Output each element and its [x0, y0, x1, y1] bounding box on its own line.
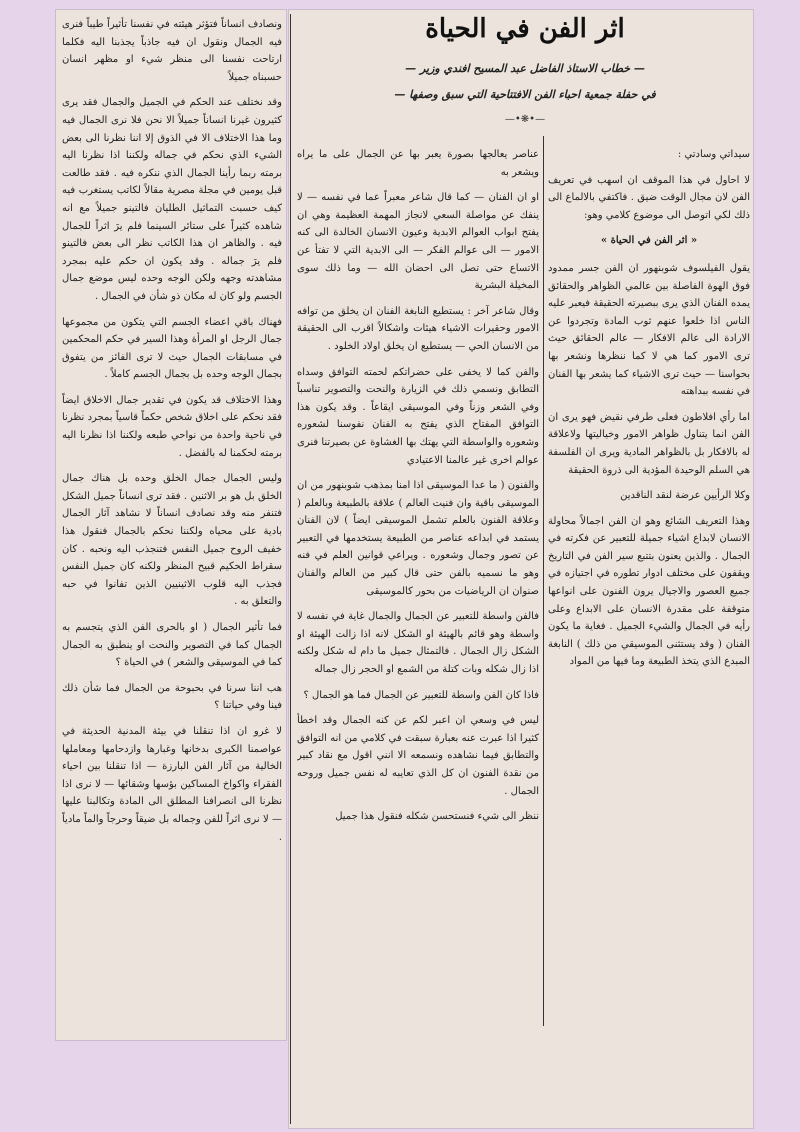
paragraph: يقول الفيلسوف شوبنهور ان الفن جسر ممدود فوق الهوة الفاصلة بين عالمي الظواهر والحقائق يمده الفنان الذي يرى ببصيرته الحقيقة فيعبر عليه الناس اذا خلعوا عنهم ثوب المادة وتجردوا عن الارادة الى عالم الافكار — عالم الحقائق حيث ترى الامور كما هي لا كما ننظرها ونشعر بها بحواسنا — حيث ترى الاشياء كما يشعر بها الفنان في نفسه ببداهته [548, 262, 750, 398]
paragraph: لا غرو ان اذا تنقلنا في بيئة المدنية الحديثة في عواصمنا الكبرى بدخانها وغبارها وازدحامها ومعاملها الخالية من آثار الفن البارزة — اذا تنقلنا بين احياء الفقراء واكواخ المساكين بؤسها وشقائها — لا نرى اذا نظرنا الى انصرافنا المطلق الى المادة وتكالبنا عليها — لا نرى اثراً للفن وجماله بل ضيقاً وحرجاً والماً مادياً . [62, 725, 282, 843]
paragraph: هب اننا سرنا في بحبوحة من الجمال فما شأن ذلك فينا وفي حياتنا ؟ [62, 682, 282, 712]
paragraph: لا احاول في هذا الموقف ان اسهب في تعريف الفن لان مجال الوقت ضيق . فاكتفي بالالماع الى ذلك لكي اتوصل الى موضوع كلامي وهو: [548, 174, 750, 221]
paragraph: فالفن واسطة للتعبير عن الجمال والجمال غاية في نفسه لا واسطة وهو قائم بالهيئة او الشكل لانه اذا زالت الهيئة او الشكل زال الجمال . فالتمثال جميل ما دام له شكل ولكنه اذا زال شكله وبات كتلة من الشمع او الحجر زال جماله [297, 611, 539, 676]
paragraph: وهذا الاختلاف قد يكون في تقدير جمال الاخلاق ايضاً فقد نحكم على اخلاق شخص حكماً قاسياً بمجرد نظرنا في ناحية واحدة من نواحي طبعه ولكننا اذا نظرنا اليه برمته لحكمنا له بالفضل . [62, 394, 282, 459]
article-column-2 [297, 146, 539, 1122]
paragraph: وليس الجمال جمال الخلق وحده بل هناك جمال الخلق بل هو بر الاثنين . فقد ترى انساناً جميل الشكل فتنفر منه وقد نصادف انساناً لا نشاهد آثار الجمال بادية على محياه ولكننا نحكم بالجمال فنقول هذا خفيف الروح جميل النفس فتنجذب اليه ونحبه . كان سقراط الحكيم قبيح المنظر ولكنه كان جميل النفس فجذب اليه قلوب الاثينيين الذين تفانوا في حبه والتعلق به . [62, 473, 282, 608]
paragraph: وهذا التعريف الشائع وهو ان الفن اجمالاً محاولة الانسان لابداع اشياء جميلة للتعبير عن فكرته في الجمال . والذين يعنون بتتبع سير الفن في التاريخ ويقفون على مختلف ادوار تطوره في اجتيازه في جميع العصور والاجيال يرون الفنون على انواعها متوقفة على مقدرة الانسان على الابداع وعلى رأيه في الجمال والشيء الجميل . فغاية ما يكون الفنان ( وقد يستثنى الموسيقي من ذلك ) النابغة المبدع الذي يتخذ الطبيعة وما فيها من المواد [548, 515, 750, 668]
column-rule-left [290, 14, 291, 1124]
paragraph: عناصر يعالجها بصورة يعبر بها عن الجمال على ما يراه ويشعر به [297, 149, 539, 178]
paragraph: ليس في وسعي ان اعبر لكم عن كنه الجمال وقد اخطأ كثيرا اذا عبرت عنه بعبارة سبقت في كلامي من انه التوافق والتطابق فيما نشاهده ونسمعه الا انني اقول مع نقاد كبير من نقدة الفنون ان كل الذي تعايبه له نفس جميل وروحه الجمال . [297, 715, 539, 797]
paragraph: فهناك باقي اعضاء الجسم التي يتكون من مجموعها جمال الرجل او المرأة وهذا السير في حكم المحكمين في مسابقات الجمال حيث لا ترى الفائز من يتفوق بجمال الوجه وحده بل بجمال الجسم كاملاً . [62, 316, 282, 381]
greeting: سيداتي وسادتي : [677, 149, 750, 160]
article-column-3 [62, 16, 282, 1034]
paragraph: وقال شاعر آخر : يستطيع النابغة الفنان ان يخلق من توافه الامور وحقيرات الاشياء هيئات واشكالاً اقرب الى الحقيقة من الانسان الحي — يستطيع ان يخلق اولاد الخلود . [297, 305, 539, 352]
paragraph: والفن كما لا يخفى على حضراتكم لحمته التوافق وسداه التطابق ونسمي ذلك في الزيارة والنحت والتصوير تناسباً وفي الشعر وزناً وفي الموسيقى ايقاعاً . وقد يكون هذا التوافق المفتاح الذي يفتح به الفنان نفوسنا لشعوره وشعوره والواسطة التي يهتك بها الغشاوة عن بصيرتنا فنرى عوالم اخرى غير عالمنا الاعتيادي [297, 366, 539, 466]
paragraph: وكلا الرأيين عرضة لنقد الناقدين [620, 490, 750, 502]
ornament-divider: —•❋•— [504, 114, 546, 125]
paragraph: وقد نختلف عند الحكم في الجميل والجمال فقد يرى كثيرون غيرنا انساناً جميلاً الا نحن فلا نرى الجمال فيه وما هذا الاختلاف الا في الذوق إلا اننا نظرنا الى بعض الشيء الذي نحكم في جماله ولكننا اذا نظرنا اليه برمته ربما رأينا الجمال الذي ننكره فيه . فقد طالعت قبل يومين في مجلة مصرية مقالاً لكاتب يستغرب فيه كيف حسبت التماثيل الطليان فالتينو جميلاً مع انه شاهده كثيراً على ستائر السينما فلم يرَ اثراً للجمال فيه . والظاهر ان هذا الكاتب نظر الى بعض فالتينو فلم يرَ جماله . وقد يكون ان حكم عليه بمجرد مشاهدته وجهه ولكن الوجه وحده ليس موضع جمال الجسم ولو كان له مكان ذو شأن في الجمال . [62, 97, 282, 302]
article-title: اثر الفن في الحياة [425, 14, 625, 44]
paragraph: فما تأثير الجمال ( او بالحرى الفن الذي يتجسم به الجمال كما في التصوير والنحت او ينطبق به الجمال كما في الموسيقى والشعر ) في الحياة ؟ [62, 622, 282, 669]
paragraph: اما رأي افلاطون فعلى طرفي نقيض فهو يرى ان الفن انما يتناول ظواهر الامور وخياليتها ولاعلاقة له بالافكار بل بالظواهر المادية ويرى ان الفلسفة هي السلم الوحيدة المؤدية الى ذروة الحقيقة [548, 411, 750, 476]
article-subtitle-1: — خطاب الاستاذ الفاضل عبد المسيح افندي وزير — [405, 62, 645, 75]
paragraph: او ان الفنان — كما قال شاعر معبراً عما في نفسه — لا ينفك عن مواصلة السعي لانجاز المهمة العظيمة وهي ان يفتح ابواب العوالم الابدية وعيون الانسان الخالدة الى كنه الامور — الى عوالم الفكر — الى الابدية التي لا تفتأ عن الاتساع حتى تصل الى احضان الله — وما ذلك سوى المخيلة البشرية [297, 192, 539, 292]
paragraph: والفنون ( ما عدا الموسيقى اذا امنا بمذهب شوبنهور من ان الموسيقى باقية وان فنيت العالم ) علاقة بالطبيعة وبالعلم ( وعلاقة الفنون بالعلم تشمل الموسيقى ايضاً ) لان الفنان يستمد في ابداعه عناصر من الطبيعة يستخدمها في التعبير عن تصور وجمال وشعوره . ويراعي قوانين العلم في فنه وهو ما نسميه بالفن حتى قال كبير من العالم والفنان صنوان ان الرياضيات من بحور كالموسيقى [297, 480, 539, 597]
paragraph: ننظر الى شيء فنستحسن شكله فنقول هذا جميل [335, 811, 539, 823]
article-subtitle-2: في حفلة جمعية احباء الفن الافتتاحية التي سبق وصفها — [394, 88, 656, 101]
paragraph: ونصادف انساناً فتؤثر هيئته في نفسنا تأثيراً طيباً فنرى فيه الجمال ونقول ان فيه جاذباً يجذبنا اليه فكلما ارتاحت نفسنا الى منظر شيء او مظهر انسان حسبناه جميلاً [62, 19, 282, 83]
section-quote: « اثر الفن في الحياة » [600, 235, 698, 247]
column-rule-right [543, 136, 544, 1026]
article-column-1 [548, 146, 750, 1016]
paragraph: فاذا كان الفن واسطة للتعبير عن الجمال فما هو الجمال ؟ [303, 689, 539, 701]
